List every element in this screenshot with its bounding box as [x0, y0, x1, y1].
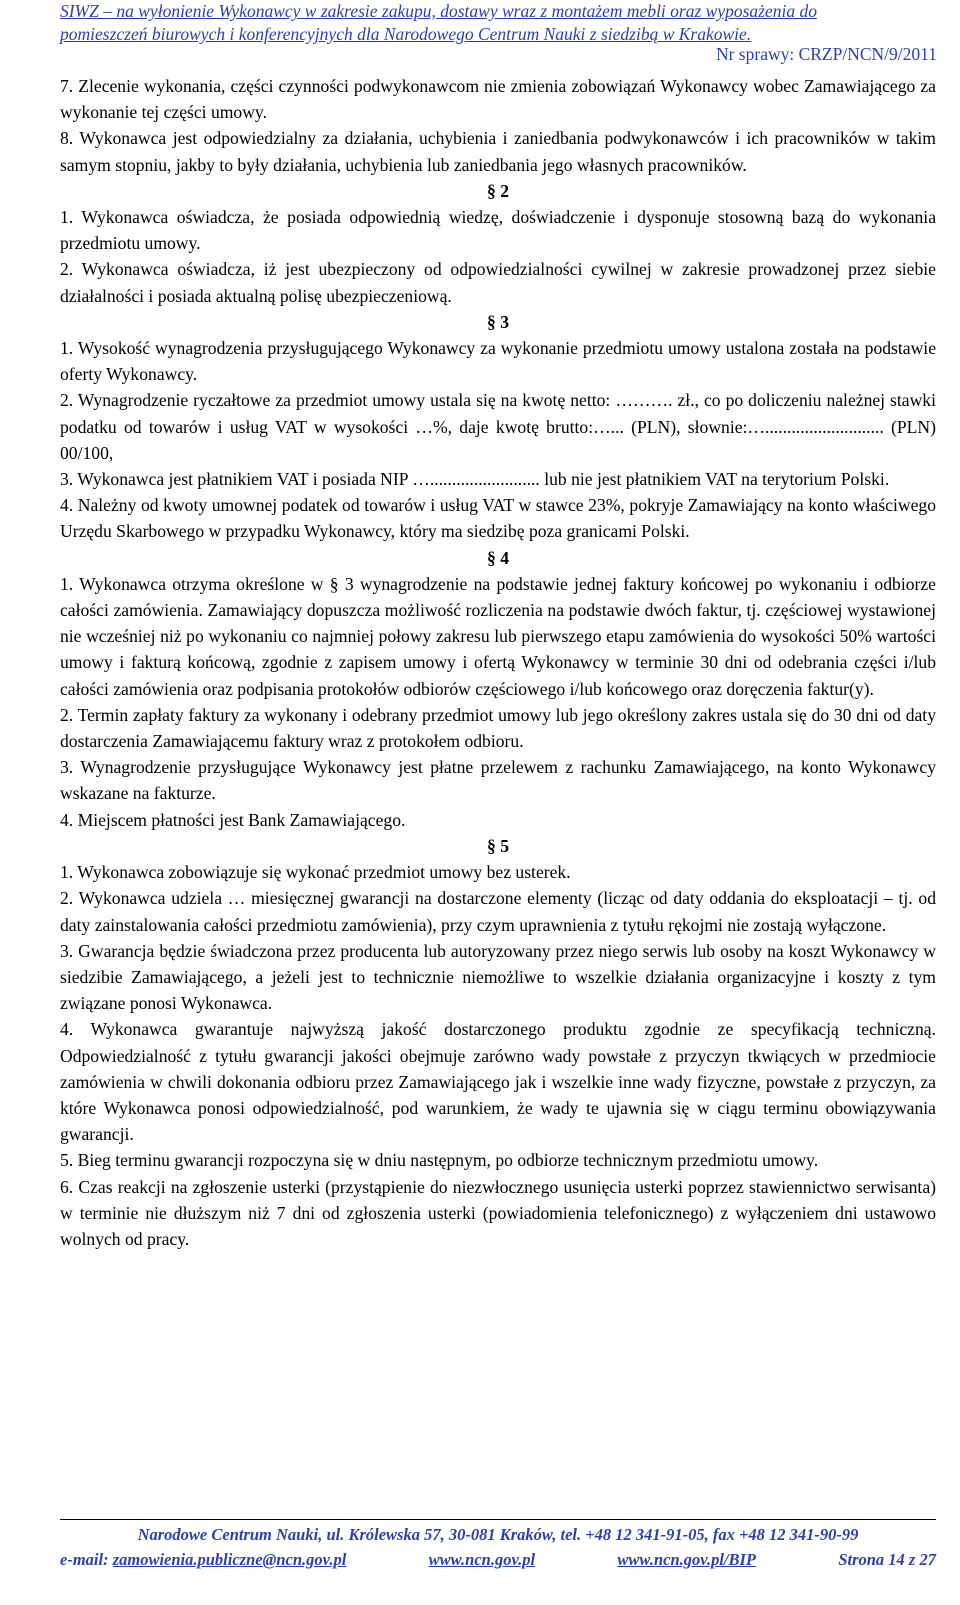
page-footer — [60, 1522, 936, 1572]
section-3-paragraph-1: 1. Wysokość wynagrodzenia przysługującego Wykonawcy za wykonanie przedmiotu umowy ustalona została na podstawie oferty Wykonawcy. — [60, 338, 936, 385]
email-label: e-mail: — [60, 1550, 113, 1569]
section-4-paragraph-4: 4. Miejscem płatności jest Bank Zamawiającego. — [60, 809, 406, 830]
section-5-paragraph-2: 2. Wykonawca udziela … miesięcznej gwarancji na dostarczone elementy (licząc od daty oddania do eksploatacji – tj. od daty zainstalowania całości przedmiotu zamówienia), przy czym uprawnienia z tytułu rękojmi nie zostają wyłączone. — [60, 888, 936, 935]
section-3-paragraph-2: 2. Wynagrodzenie ryczałtowe za przedmiot umowy ustala się na kwotę netto: ………. zł., co po doliczeniu należnej stawki podatku od towarów i usług VAT w wysokości …%, daje kwotę brutto:…... (PLN), słownie:…........................... (PLN) 00/100, — [60, 390, 936, 463]
header-title-line-2: pomieszczeń biurowych i konferencyjnych dla Narodowego Centrum Nauki z siedzibą w Krakowie. — [60, 24, 752, 44]
footer-divider — [60, 1519, 936, 1520]
paragraph-7: 7. Zlecenie wykonania, części czynności podwykonawcom nie zmienia zobowiązań Wykonawcy wobec Zamawiającego za wykonanie tej części umowy. — [60, 76, 936, 123]
bip-link[interactable]: www.ncn.gov.pl/BIP — [617, 1550, 757, 1569]
header-title-line-1: SIWZ – na wyłonienie Wykonawcy w zakresie zakupu, dostawy wraz z montażem mebli oraz wyposażenia do — [60, 1, 817, 21]
section-5-paragraph-6: 6. Czas reakcji na zgłoszenie usterki (przystąpienie do niezwłocznego usunięcia usterki poprzez stawiennictwo serwisanta) w terminie nie dłuższym niż 7 dni od zgłoszenia usterki (powiadomienia telefonicznego) z wyłączeniem dni ustawowo wolnych od pracy. — [60, 1176, 936, 1249]
section-heading-3: § 3 — [487, 311, 509, 332]
section-4-paragraph-2: 2. Termin zapłaty faktury za wykonany i odebrany przedmiot umowy lub jego określony zakres ustala się do 30 dni od daty dostarczenia Zamawiającemu faktury wraz z protokołem odbioru. — [60, 704, 936, 752]
document-body — [60, 73, 936, 1252]
page-header — [60, 0, 940, 64]
section-heading-5: § 5 — [487, 835, 509, 856]
section-5-paragraph-3: 3. Gwarancja będzie świadczona przez producenta lub autoryzowany przez niego serwis lub osoby na koszt Wykonawcy w siedzibie Zamawiającego, a jeżeli jest to technicznie niemożliwe to wszelkie działania organizacyjne i koszty z tym związane ponosi Wykonawca. — [60, 940, 936, 1014]
section-3-paragraph-4: 4. Należny od kwoty umownej podatek od towarów i usług VAT w stawce 23%, pokryje Zamawiający na konto właściwego Urzędu Skarbowego w przypadku Wykonawcy, który ma siedzibę poza granicami Polski. — [60, 495, 936, 542]
section-2-paragraph-2: 2. Wykonawca oświadcza, iż jest ubezpieczony od odpowiedzialności cywilnej w zakresie prowadzonej przez siebie działalności i posiada aktualną polisę ubezpieczeniową. — [60, 259, 936, 306]
footer-email-group — [60, 1547, 346, 1572]
case-number: Nr sprawy: CRZP/NCN/9/2011 — [715, 44, 937, 64]
section-2-paragraph-1: 1. Wykonawca oświadcza, że posiada odpowiednią wiedzę, doświadczenie i dysponuje stosowną bazą do wykonania przedmiotu umowy. — [60, 207, 936, 254]
paragraph-8: 8. Wykonawca jest odpowiedzialny za działania, uchybienia i zaniedbania podwykonawców i ich pracowników w takim samym stopniu, jakby to były działania, uchybienia lub zaniedbania jego własnych pracowników. — [60, 128, 936, 175]
section-heading-2: § 2 — [487, 180, 509, 201]
footer-address: Narodowe Centrum Nauki, ul. Królewska 57, 30-081 Kraków, tel. +48 12 341-91-05, fax +48 12 341-90-99 — [137, 1525, 859, 1544]
section-heading-4: § 4 — [487, 547, 509, 568]
footer-links-row — [60, 1547, 936, 1572]
section-3-paragraph-3: 3. Wykonawca jest płatnikiem VAT i posiada NIP …......................... lub nie jest płatnikiem VAT na terytorium Polski. — [60, 469, 890, 490]
section-5-paragraph-4: 4. Wykonawca gwarantuje najwyższą jakość dostarczonego produktu zgodnie ze specyfikacją techniczną. Odpowiedzialność z tytułu gwarancji jakości obejmuje zarówno wady powstałe z przyczyn tkwiących w przedmiocie zamówienia w chwili dokonania odbioru przez Zamawiającego jak i wszelkie inne wady fizyczne, powstałe z przyczyn, za które Wykonawca ponosi odpowiedzialność, pod warunkiem, że wady te ujawnia się w ciągu terminu obowiązywania gwarancji. — [60, 1019, 936, 1145]
website-link[interactable]: www.ncn.gov.pl — [428, 1550, 536, 1569]
email-link[interactable]: zamowienia.publiczne@ncn.gov.pl — [112, 1550, 347, 1569]
section-4-paragraph-3: 3. Wynagrodzenie przysługujące Wykonawcy jest płatne przelewem z rachunku Zamawiającego, na konto Wykonawcy wskazane na fakturze. — [60, 757, 936, 804]
section-4-paragraph-1: 1. Wykonawca otrzyma określone w § 3 wynagrodzenie na podstawie jednej faktury końcowej po wykonaniu i odbiorze całości zamówienia. Zamawiający dopuszcza możliwość rozliczenia na podstawie dwóch faktur, tj. częściowej wystawionej nie wcześniej niż po wykonaniu co najmniej połowy zakresu lub pierwszego etapu zamówienia do wysokości 50% wartości umowy i fakturą końcową, zgodnie z zapisem umowy i ofertą Wykonawcy w terminie 30 dni od odebrania części i/lub całości zamówienia oraz podpisania protokołów odbiorów częściowego i/lub końcowego oraz doręczenia faktur(y). — [60, 573, 936, 699]
section-5-paragraph-1: 1. Wykonawca zobowiązuje się wykonać przedmiot umowy bez usterek. — [60, 862, 571, 883]
page-number: Strona 14 z 27 — [838, 1550, 936, 1569]
section-5-paragraph-5: 5. Bieg terminu gwarancji rozpoczyna się w dniu następnym, po odbiorze technicznym przedmiotu umowy. — [60, 1150, 819, 1171]
